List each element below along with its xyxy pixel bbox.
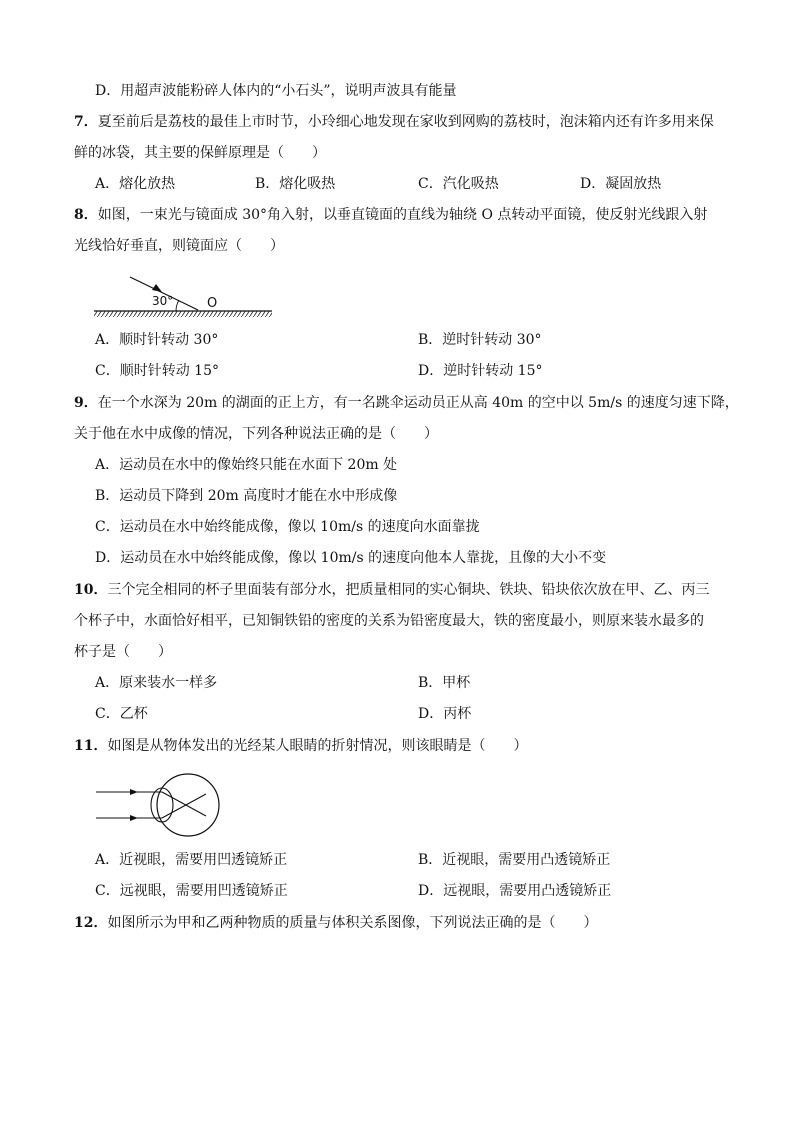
q10-option-c: C．乙杯	[95, 706, 148, 722]
q11-text: 如图是从物体发出的光经某人眼睛的折射情况，则该眼睛是（ ）	[107, 738, 528, 754]
q11-option-b: B．近视眼，需要用凸透镜矫正	[418, 852, 611, 868]
q10-stem-line3: 杯子是（ ）	[74, 644, 172, 660]
eyeball	[157, 774, 219, 836]
q8-option-a: A．顺时针转动 30°	[95, 332, 219, 348]
q8-text: 如图，一束光与镜面成 30°角入射，以垂直镜面的直线为轴绕 O 点转动平面镜，使反射光线跟入射	[97, 207, 708, 223]
angle-label: 30°	[152, 294, 174, 308]
q8-stem-line1	[74, 205, 707, 225]
q11-stem-line1	[74, 736, 527, 756]
q9-stem-line1	[74, 393, 739, 413]
q7-text: 夏至前后是荔枝的最佳上市时节，小玲细心地发现在家收到网购的荔枝时，泡沫箱内还有许多用来保	[97, 114, 714, 130]
q12-text: 如图所示为甲和乙两种物质的质量与体积关系图像，下列说法正确的是（ ）	[107, 915, 598, 931]
q10-option-b: B．甲杯	[418, 675, 471, 691]
q11-eye-figure	[94, 770, 224, 840]
q11-number: 11．	[74, 738, 108, 754]
q9-option-b: B．运动员下降到 20m 高度时才能在水中形成像	[95, 488, 398, 504]
q11-option-c: C．远视眼，需要用凹透镜矫正	[95, 883, 288, 899]
q8-option-c: C．顺时针转动 15°	[95, 363, 219, 379]
ray-arrow-icon	[152, 284, 162, 292]
q7-stem-line2: 鲜的冰袋，其主要的保鲜原理是（ ）	[74, 145, 326, 161]
ray-top-arrow-icon	[130, 789, 138, 795]
q10-stem-line1	[74, 580, 709, 600]
q11-option-d: D．远视眼，需要用凸透镜矫正	[418, 883, 612, 899]
q9-text: 在一个水深为 20m 的湖面的正上方，有一名跳伞运动员正从高 40m 的空中以 5m/s 的速度匀速下降，	[97, 395, 739, 411]
q12-stem-line1	[74, 913, 597, 933]
q10-option-d: D．丙杯	[418, 706, 472, 722]
q7-option-a: A．熔化放热	[95, 176, 176, 192]
q9-option-c: C．运动员在水中始终能成像，像以 10m/s 的速度向水面靠拢	[95, 519, 480, 535]
q7-option-d: D．凝固放热	[580, 176, 662, 192]
q10-number: 10．	[74, 582, 108, 598]
refracted-ray-bottom	[162, 794, 206, 818]
eye-lens	[151, 788, 173, 822]
q9-number: 9．	[74, 395, 98, 411]
q9-option-d: D．运动员在水中始终能成像，像以 10m/s 的速度向他本人靠拢，且像的大小不变	[95, 550, 607, 566]
angle-arc	[176, 300, 179, 311]
q7-option-b: B．熔化吸热	[255, 176, 336, 192]
q8-mirror-figure	[90, 268, 280, 320]
q8-option-d: D．逆时针转动 15°	[418, 363, 543, 379]
point-o-label: O	[207, 296, 218, 311]
q7-stem-line1	[74, 112, 714, 132]
q7-option-c: C．汽化吸热	[418, 176, 499, 192]
q9-stem-line2: 关于他在水中成像的情况，下列各种说法正确的是（ ）	[74, 426, 438, 442]
q8-option-b: B．逆时针转动 30°	[418, 332, 542, 348]
refracted-ray-top	[162, 792, 206, 816]
q8-stem-line2: 光线恰好垂直，则镜面应（ ）	[74, 238, 284, 254]
q12-number: 12．	[74, 915, 108, 931]
mirror-hatching	[94, 311, 272, 317]
q10-text: 三个完全相同的杯子里面装有部分水，把质量相同的实心铜块、铁块、铅块依次放在甲、乙、丙三	[107, 582, 710, 598]
q7-number: 7．	[74, 114, 98, 130]
ray-bottom-arrow-icon	[130, 815, 138, 821]
q8-number: 8．	[74, 207, 98, 223]
q10-option-a: A．原来装水一样多	[95, 675, 218, 691]
q10-stem-line2: 个杯子中，水面恰好相平，已知铜铁铅的密度的关系为铅密度最大，铁的密度最小，则原来装水最多的	[74, 613, 704, 629]
q9-option-a: A．运动员在水中的像始终只能在水面下 20m 处	[95, 457, 398, 473]
q6-option-d: D．用超声波能粉碎人体内的“小石头”，说明声波具有能量	[95, 83, 457, 99]
q11-option-a: A．近视眼，需要用凹透镜矫正	[95, 852, 288, 868]
